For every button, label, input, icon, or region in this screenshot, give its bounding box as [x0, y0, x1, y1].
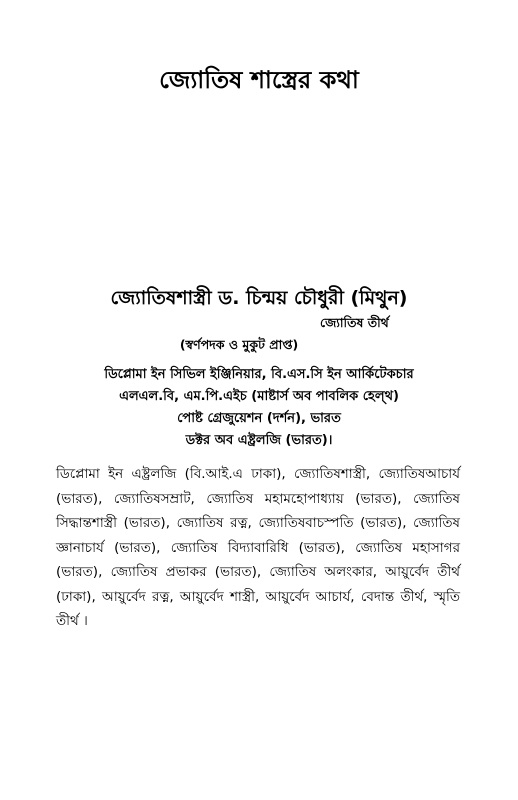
qualification-line: এলএল.বি, এম.পি.এইচ (মাষ্টার্স অব পাবলিক হেল্থ) — [119, 389, 399, 404]
qualification-line: ডক্টর অব এষ্ট্রলজি (ভারত)। — [185, 433, 333, 448]
author-medal-note: (স্বর্ণপদক ও মুকুট প্রাপ্ত) — [179, 337, 299, 352]
qualification-line: ডিপ্লোমা ইন সিভিল ইঞ্জিনিয়ার, বি.এস.সি ইন আর্কিটেকচার — [104, 367, 414, 382]
author-name: জ্যোতিষশাস্ত্রী ড. চিন্ময় চৌধুরী (মিথুন) — [110, 287, 408, 309]
qualification-line: পোষ্ট গ্রেজুয়েশন (দর্শন), ভারত — [177, 411, 341, 426]
page-title: জ্যোতিষ শাস্ত্রের কথা — [159, 66, 359, 94]
biography-paragraph: ডিপ্লোমা ইন এষ্ট্রলজি (বি.আই.এ ঢাকা), জ্যোতিষশাস্ত্রী, জ্যোতিষআচার্য (ভারত), জ্যোতিষসম্রাট, জ্যোতিষ মহামহোপাধ্যায় (ভারত), জ্যোতিষ সিদ্ধান্তশাস্ত্রী (ভারত), জ্যোতিষ রত্ন, জ্যোতিষবাচস্পতি (ভারত), জ্যোতিষ জ্ঞানাচার্য (ভারত), জ্যোতিষ বিদ্যাবারিধি (ভারত), জ্যোতিষ মহাসাগর (ভারত), জ্যোতিষ প্রভাকর (ভারত), জ্যোতিষ অলংকার, আয়ুর্বেদ তীর্থ (ঢাকা), আয়ুর্বেদ রত্ন, আয়ুর্বেদ শাস্ত্রী, আয়ুর্বেদ আচার্য, বেদান্ত তীর্থ, স্মৃতি তীর্থ । — [56, 466, 460, 629]
qualifications-block — [0, 364, 518, 452]
author-tirtha: জ্যোতিষ তীর্থ — [320, 315, 389, 330]
